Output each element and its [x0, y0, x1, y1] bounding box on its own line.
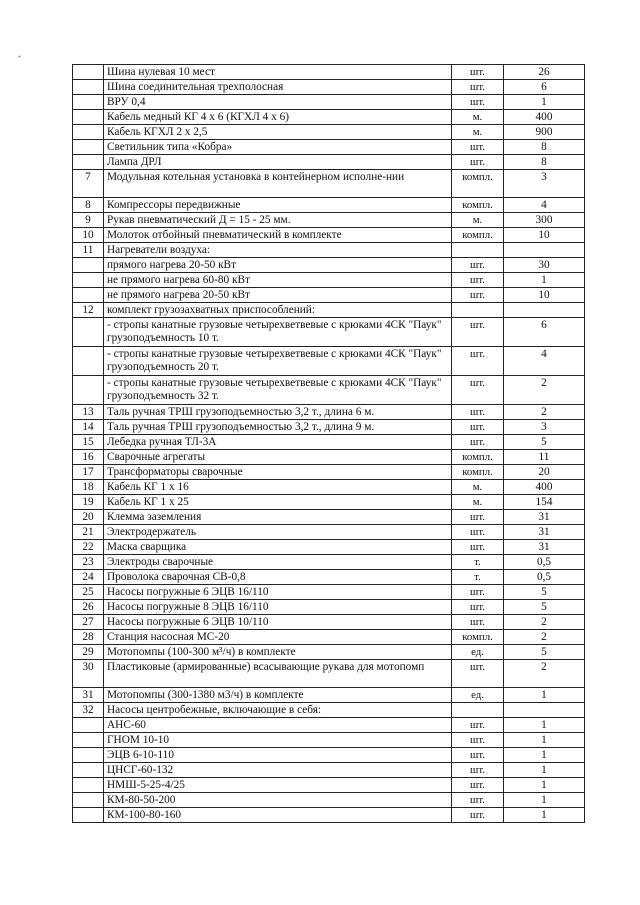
row-number-cell: 17 — [73, 465, 104, 480]
unit-of-measure-cell: шт. — [452, 615, 504, 630]
table-row — [73, 125, 585, 140]
quantity-cell: 6 — [504, 318, 585, 347]
quantity-cell: 900 — [504, 125, 585, 140]
row-number-cell — [73, 95, 104, 110]
quantity-cell: 1 — [504, 808, 585, 823]
unit-of-measure-cell — [452, 703, 504, 718]
unit-of-measure-cell: ед. — [452, 645, 504, 660]
row-number-cell — [73, 110, 104, 125]
unit-of-measure-cell: шт. — [452, 95, 504, 110]
item-name-cell: не прямого нагрева 60-80 кВт — [104, 273, 452, 288]
table-row — [73, 585, 585, 600]
table-row — [73, 347, 585, 376]
item-name-cell: Модульная котельная установка в контейнерном исполне-нии — [104, 170, 452, 198]
unit-of-measure-cell: шт. — [452, 318, 504, 347]
item-name-cell: Рукав пневматический Д = 15 - 25 мм. — [104, 213, 452, 228]
row-number-cell — [73, 65, 104, 80]
unit-of-measure-cell: шт. — [452, 435, 504, 450]
table-row — [73, 303, 585, 318]
quantity-cell: 2 — [504, 660, 585, 688]
table-row — [73, 793, 585, 808]
row-number-cell: 22 — [73, 540, 104, 555]
quantity-cell: 31 — [504, 525, 585, 540]
row-number-cell: 25 — [73, 585, 104, 600]
quantity-cell: 1 — [504, 748, 585, 763]
row-number-cell — [73, 718, 104, 733]
item-name-cell: Кабель КГХЛ 2 х 2,5 — [104, 125, 452, 140]
item-name-cell: Кабель КГ 1 х 16 — [104, 480, 452, 495]
row-number-cell: 16 — [73, 450, 104, 465]
row-number-cell: 28 — [73, 630, 104, 645]
row-number-cell: 14 — [73, 420, 104, 435]
table-row — [73, 718, 585, 733]
unit-of-measure-cell: компл. — [452, 465, 504, 480]
row-number-cell — [73, 733, 104, 748]
unit-of-measure-cell: шт. — [452, 525, 504, 540]
quantity-cell: 5 — [504, 645, 585, 660]
item-name-cell: Трансформаторы сварочные — [104, 465, 452, 480]
row-number-cell — [73, 318, 104, 347]
item-name-cell: Мотопомпы (100-300 м³/ч) в комплекте — [104, 645, 452, 660]
row-number-cell — [73, 258, 104, 273]
row-number-cell: 15 — [73, 435, 104, 450]
item-name-cell: - стропы канатные грузовые четырехветвевые с крюками 4СК "Паук" грузоподъемность 32 т. — [104, 376, 452, 405]
table-row — [73, 65, 585, 80]
row-number-cell — [73, 273, 104, 288]
unit-of-measure-cell: шт. — [452, 600, 504, 615]
row-number-cell: 30 — [73, 660, 104, 688]
quantity-cell: 6 — [504, 80, 585, 95]
item-name-cell: Насосы погружные 6 ЭЦВ 10/110 — [104, 615, 452, 630]
quantity-cell: 400 — [504, 480, 585, 495]
row-number-cell: 21 — [73, 525, 104, 540]
item-name-cell: КМ-80-50-200 — [104, 793, 452, 808]
row-number-cell: 26 — [73, 600, 104, 615]
table-row — [73, 198, 585, 213]
quantity-cell: 10 — [504, 288, 585, 303]
table-row — [73, 660, 585, 688]
quantity-cell: 2 — [504, 405, 585, 420]
quantity-cell: 1 — [504, 763, 585, 778]
item-name-cell: Таль ручная ТРШ грузоподъемностью 3,2 т., длина 9 м. — [104, 420, 452, 435]
unit-of-measure-cell: шт. — [452, 540, 504, 555]
row-number-cell — [73, 347, 104, 376]
row-number-cell: 10 — [73, 228, 104, 243]
item-name-cell: ЦНСГ-60-132 — [104, 763, 452, 778]
row-number-cell: 7 — [73, 170, 104, 198]
row-number-cell — [73, 778, 104, 793]
table-row — [73, 170, 585, 198]
row-number-cell: 31 — [73, 688, 104, 703]
row-number-cell: 20 — [73, 510, 104, 525]
unit-of-measure-cell: шт. — [452, 80, 504, 95]
unit-of-measure-cell: шт. — [452, 347, 504, 376]
quantity-cell: 2 — [504, 376, 585, 405]
table-row — [73, 555, 585, 570]
row-number-cell: 12 — [73, 303, 104, 318]
quantity-cell: 1 — [504, 778, 585, 793]
equipment-table — [72, 64, 585, 823]
row-number-cell: 23 — [73, 555, 104, 570]
row-number-cell: 19 — [73, 495, 104, 510]
table-row — [73, 213, 585, 228]
table-row — [73, 495, 585, 510]
unit-of-measure-cell: компл. — [452, 170, 504, 198]
item-name-cell: Лампа ДРЛ — [104, 155, 452, 170]
table-row — [73, 405, 585, 420]
item-name-cell: Маска сварщика — [104, 540, 452, 555]
row-number-cell: 27 — [73, 615, 104, 630]
table-row — [73, 376, 585, 405]
table-row — [73, 155, 585, 170]
table-row — [73, 630, 585, 645]
quantity-cell: 30 — [504, 258, 585, 273]
item-name-cell: Электроды сварочные — [104, 555, 452, 570]
row-number-cell — [73, 125, 104, 140]
row-number-cell — [73, 80, 104, 95]
item-name-cell: Кабель медный КГ 4 х 6 (КГХЛ 4 х 6) — [104, 110, 452, 125]
unit-of-measure-cell: шт. — [452, 258, 504, 273]
table-row — [73, 510, 585, 525]
table-row — [73, 110, 585, 125]
item-name-cell: Проволока сварочная СВ-0,8 — [104, 570, 452, 585]
scan-speck-icon — [18, 55, 21, 58]
quantity-cell: 300 — [504, 213, 585, 228]
row-number-cell — [73, 763, 104, 778]
table-row — [73, 228, 585, 243]
quantity-cell: 5 — [504, 585, 585, 600]
quantity-cell: 154 — [504, 495, 585, 510]
row-number-cell: 9 — [73, 213, 104, 228]
unit-of-measure-cell: т. — [452, 570, 504, 585]
unit-of-measure-cell: компл. — [452, 450, 504, 465]
quantity-cell: 1 — [504, 688, 585, 703]
unit-of-measure-cell: шт. — [452, 585, 504, 600]
quantity-cell: 1 — [504, 95, 585, 110]
item-name-cell: ГНОМ 10-10 — [104, 733, 452, 748]
table-row — [73, 450, 585, 465]
row-number-cell: 18 — [73, 480, 104, 495]
item-name-cell: Клемма заземления — [104, 510, 452, 525]
item-name-cell: Молоток отбойный пневматический в комплекте — [104, 228, 452, 243]
unit-of-measure-cell: шт. — [452, 420, 504, 435]
unit-of-measure-cell: шт. — [452, 660, 504, 688]
quantity-cell: 5 — [504, 435, 585, 450]
table-row — [73, 570, 585, 585]
table-row — [73, 615, 585, 630]
table-row — [73, 703, 585, 718]
item-name-cell: КМ-100-80-160 — [104, 808, 452, 823]
item-name-cell: прямого нагрева 20-50 кВт — [104, 258, 452, 273]
unit-of-measure-cell: шт. — [452, 808, 504, 823]
unit-of-measure-cell: компл. — [452, 630, 504, 645]
row-number-cell — [73, 748, 104, 763]
unit-of-measure-cell: шт. — [452, 778, 504, 793]
table-row — [73, 140, 585, 155]
item-name-cell: Пластиковые (армированные) всасывающие рукава для мотопомп — [104, 660, 452, 688]
unit-of-measure-cell: м. — [452, 110, 504, 125]
unit-of-measure-cell: шт. — [452, 140, 504, 155]
unit-of-measure-cell: шт. — [452, 763, 504, 778]
quantity-cell: 5 — [504, 600, 585, 615]
item-name-cell: Компрессоры передвижные — [104, 198, 452, 213]
quantity-cell: 3 — [504, 420, 585, 435]
item-name-cell: Шина нулевая 10 мест — [104, 65, 452, 80]
item-name-cell: Нагреватели воздуха: — [104, 243, 452, 258]
quantity-cell: 400 — [504, 110, 585, 125]
unit-of-measure-cell: шт. — [452, 155, 504, 170]
unit-of-measure-cell: компл. — [452, 228, 504, 243]
table-row — [73, 540, 585, 555]
row-number-cell — [73, 288, 104, 303]
row-number-cell — [73, 376, 104, 405]
quantity-cell: 0,5 — [504, 570, 585, 585]
table-row — [73, 273, 585, 288]
row-number-cell — [73, 793, 104, 808]
item-name-cell: Светильник типа «Кобра» — [104, 140, 452, 155]
unit-of-measure-cell: м. — [452, 213, 504, 228]
row-number-cell: 32 — [73, 703, 104, 718]
quantity-cell — [504, 303, 585, 318]
item-name-cell: Шина соединительная трехполосная — [104, 80, 452, 95]
item-name-cell: Станция насосная МС-20 — [104, 630, 452, 645]
item-name-cell: Сварочные агрегаты — [104, 450, 452, 465]
quantity-cell — [504, 703, 585, 718]
row-number-cell — [73, 155, 104, 170]
quantity-cell — [504, 243, 585, 258]
quantity-cell: 2 — [504, 630, 585, 645]
row-number-cell: 8 — [73, 198, 104, 213]
unit-of-measure-cell: м. — [452, 495, 504, 510]
table-row — [73, 435, 585, 450]
item-name-cell: Насосы погружные 6 ЭЦВ 16/110 — [104, 585, 452, 600]
item-name-cell: Кабель КГ 1 х 25 — [104, 495, 452, 510]
item-name-cell: НМШ-5-25-4/25 — [104, 778, 452, 793]
row-number-cell: 13 — [73, 405, 104, 420]
quantity-cell: 31 — [504, 510, 585, 525]
table-row — [73, 318, 585, 347]
unit-of-measure-cell: шт. — [452, 288, 504, 303]
table-row — [73, 243, 585, 258]
quantity-cell: 8 — [504, 155, 585, 170]
quantity-cell: 4 — [504, 347, 585, 376]
row-number-cell: 11 — [73, 243, 104, 258]
quantity-cell: 0,5 — [504, 555, 585, 570]
row-number-cell: 29 — [73, 645, 104, 660]
quantity-cell: 10 — [504, 228, 585, 243]
table-row — [73, 288, 585, 303]
item-name-cell: АНС-60 — [104, 718, 452, 733]
item-name-cell: - стропы канатные грузовые четырехветвевые с крюками 4СК "Паук" грузоподъемность 10 т. — [104, 318, 452, 347]
table-row — [73, 600, 585, 615]
row-number-cell — [73, 808, 104, 823]
unit-of-measure-cell: шт. — [452, 405, 504, 420]
item-name-cell: не прямого нагрева 20-50 кВт — [104, 288, 452, 303]
item-name-cell: комплект грузозахватных приспособлений: — [104, 303, 452, 318]
table-row — [73, 748, 585, 763]
unit-of-measure-cell — [452, 303, 504, 318]
unit-of-measure-cell: шт. — [452, 510, 504, 525]
quantity-cell: 31 — [504, 540, 585, 555]
table-row — [73, 645, 585, 660]
table-row — [73, 525, 585, 540]
item-name-cell: Насосы центробежные, включающие в себя: — [104, 703, 452, 718]
table-row — [73, 95, 585, 110]
unit-of-measure-cell: шт. — [452, 718, 504, 733]
table-row — [73, 420, 585, 435]
table-row — [73, 763, 585, 778]
table-row — [73, 733, 585, 748]
table-row — [73, 80, 585, 95]
unit-of-measure-cell: компл. — [452, 198, 504, 213]
unit-of-measure-cell: м. — [452, 480, 504, 495]
table-row — [73, 688, 585, 703]
item-name-cell: ВРУ 0,4 — [104, 95, 452, 110]
item-name-cell: Лебедка ручная ТЛ-3А — [104, 435, 452, 450]
quantity-cell: 20 — [504, 465, 585, 480]
unit-of-measure-cell: ед. — [452, 688, 504, 703]
table-row — [73, 258, 585, 273]
table-row — [73, 808, 585, 823]
item-name-cell: Мотопомпы (300-1380 м3/ч) в комплекте — [104, 688, 452, 703]
quantity-cell: 3 — [504, 170, 585, 198]
quantity-cell: 4 — [504, 198, 585, 213]
unit-of-measure-cell: шт. — [452, 733, 504, 748]
table-row — [73, 480, 585, 495]
item-name-cell: Электродержатель — [104, 525, 452, 540]
item-name-cell: ЭЦВ 6-10-110 — [104, 748, 452, 763]
quantity-cell: 11 — [504, 450, 585, 465]
row-number-cell: 24 — [73, 570, 104, 585]
unit-of-measure-cell: шт. — [452, 65, 504, 80]
quantity-cell: 1 — [504, 733, 585, 748]
quantity-cell: 8 — [504, 140, 585, 155]
row-number-cell — [73, 140, 104, 155]
unit-of-measure-cell: м. — [452, 125, 504, 140]
item-name-cell: - стропы канатные грузовые четырехветвевые с крюками 4СК "Паук" грузоподъемность 20 т. — [104, 347, 452, 376]
item-name-cell: Насосы погружные 8 ЭЦВ 16/110 — [104, 600, 452, 615]
table-row — [73, 465, 585, 480]
item-name-cell: Таль ручная ТРШ грузоподъемностью 3,2 т., длина 6 м. — [104, 405, 452, 420]
unit-of-measure-cell — [452, 243, 504, 258]
quantity-cell: 1 — [504, 793, 585, 808]
unit-of-measure-cell: шт. — [452, 273, 504, 288]
unit-of-measure-cell: шт. — [452, 793, 504, 808]
unit-of-measure-cell: шт. — [452, 748, 504, 763]
quantity-cell: 1 — [504, 273, 585, 288]
quantity-cell: 26 — [504, 65, 585, 80]
unit-of-measure-cell: шт. — [452, 376, 504, 405]
table-row — [73, 778, 585, 793]
quantity-cell: 1 — [504, 718, 585, 733]
unit-of-measure-cell: т. — [452, 555, 504, 570]
equipment-table-body — [73, 65, 585, 823]
quantity-cell: 2 — [504, 615, 585, 630]
